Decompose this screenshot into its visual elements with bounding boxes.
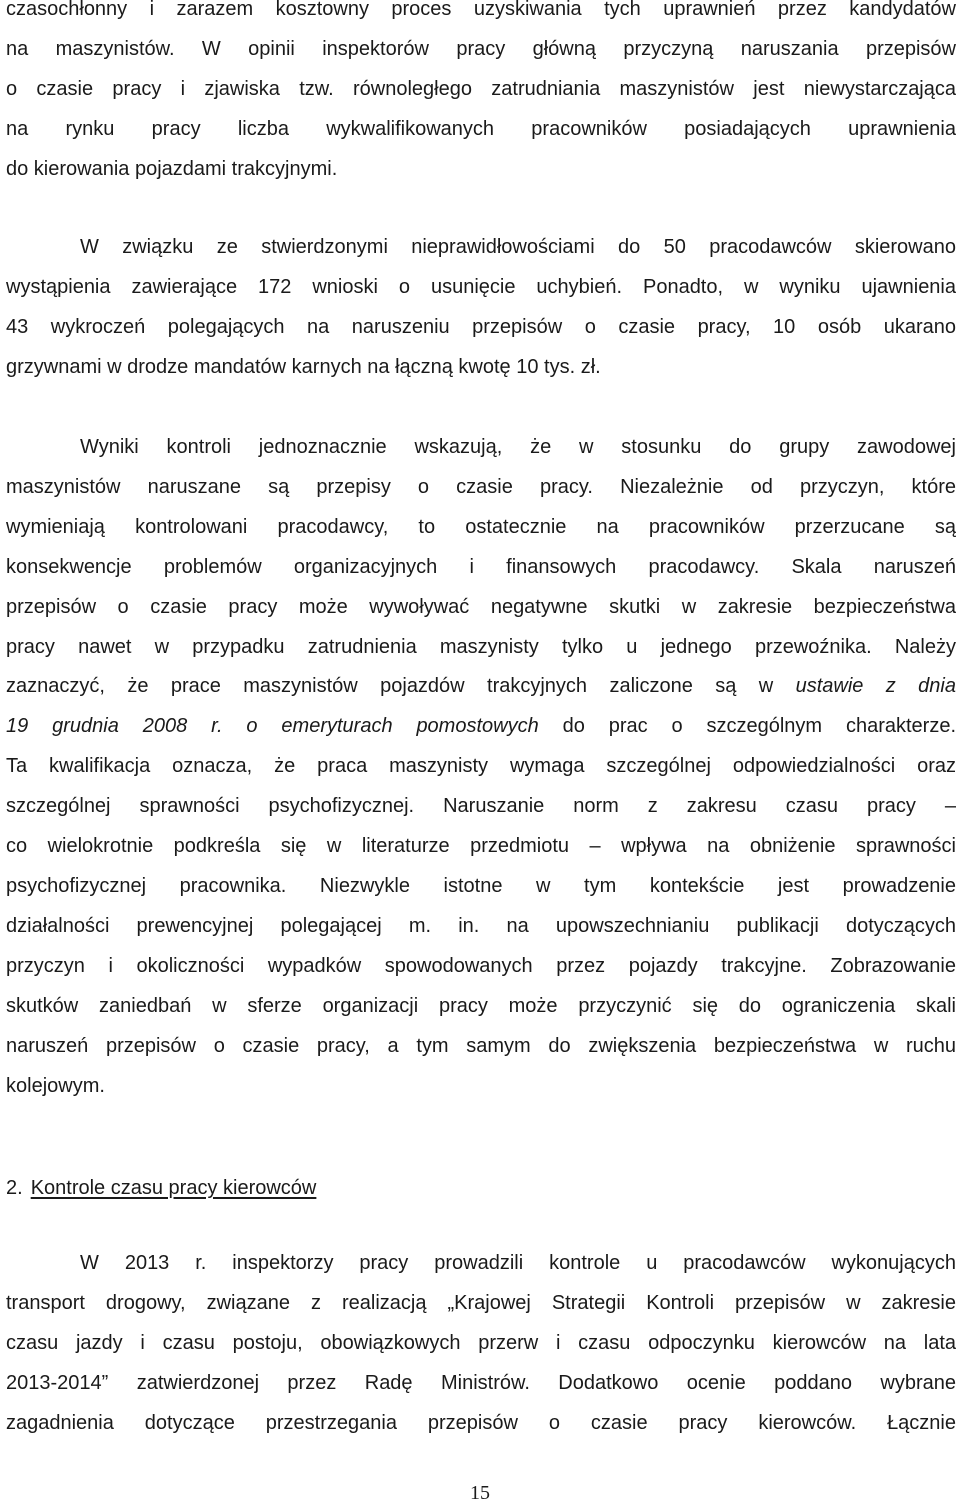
text-line: działalności prewencyjnej polegającej m. in. na upowszechnianiu publikacji dotyczących	[6, 914, 956, 937]
text-line: Ta kwalifikacja oznacza, że praca maszynisty wymaga szczególnej odpowiedzialności oraz	[6, 755, 956, 778]
text-line: szczególnej sprawności psychofizycznej. Naruszanie norm z zakresu czasu pracy –	[6, 795, 956, 818]
text-line: W 2013 r. inspektorzy pracy prowadzili kontrole u pracodawców wykonujących	[80, 1252, 956, 1274]
text-line: kolejowym.	[6, 1074, 105, 1097]
text-line: psychofizycznej pracownika. Niezwykle istotne w tym kontekście jest prowadzenie	[6, 874, 956, 897]
text-line: o czasie pracy i zjawiska tzw. równoległego zatrudniania maszynistów jest niewystarczająca	[6, 77, 956, 100]
text-line: skutków zaniedbań w sferze organizacji pracy może przyczynić się do ograniczenia skali	[6, 994, 956, 1017]
text-line: przyczyn i okoliczności wypadków spowodowanych przez pojazdy trakcyjne. Zobrazowanie	[6, 954, 956, 977]
paragraph-4	[6, 1244, 956, 1444]
text-line: maszynistów naruszane są przepisy o czasie pracy. Niezależnie od przyczyn, które	[6, 475, 956, 498]
text-line: pracy nawet w przypadku zatrudnienia maszynisty tylko u jednego przewoźnika. Należy	[6, 635, 956, 658]
text-line: 2013-2014” zatwierdzonej przez Radę Ministrów. Dodatkowo ocenie poddano wybrane	[6, 1371, 956, 1394]
section-number: 2.	[6, 1177, 23, 1199]
italic-citation: ustawie z dnia	[795, 675, 956, 698]
text-line: naruszeń przepisów o czasie pracy, a tym samym do zwiększenia bezpieczeństwa w ruchu	[6, 1034, 956, 1057]
section-heading	[6, 1168, 316, 1208]
text-line: grzywnami w drodze mandatów karnych na łączną kwotę 10 tys. zł.	[6, 355, 601, 378]
paragraph-1	[6, 0, 956, 190]
text-line: przepisów o czasie pracy może wywoływać negatywne skutki w zakresie bezpieczeństwa	[6, 595, 956, 618]
text-line: 43 wykroczeń polegających na naruszeniu przepisów o czasie pracy, 10 osób ukarano	[6, 315, 956, 338]
section-title: Kontrole czasu pracy kierowców	[30, 1177, 317, 1199]
text-line: do kierowania pojazdami trakcyjnymi.	[6, 157, 338, 180]
text-line: zagadnienia dotyczące przestrzegania przepisów o czasie pracy kierowców. Łącznie	[6, 1411, 956, 1434]
italic-citation: 19 grudnia 2008 r. o emeryturach pomostowych	[6, 715, 539, 738]
text-line: wymieniają kontrolowani pracodawcy, to ostatecznie na pracowników przerzucane są	[6, 515, 956, 538]
text-line-with-italic: zaznaczyć, że prace maszynistów pojazdów trakcyjnych zaliczone są w ustawie z dnia	[6, 675, 956, 698]
text-line-with-italic: 19 grudnia 2008 r. o emeryturach pomostowych do prac o szczególnym charakterze.	[6, 715, 956, 738]
paragraph-2	[6, 228, 956, 388]
page-number: 15	[470, 1482, 490, 1504]
text-line: Wyniki kontroli jednoznacznie wskazują, że w stosunku do grupy zawodowej	[80, 436, 956, 458]
text-line: W związku ze stwierdzonymi nieprawidłowościami do 50 pracodawców skierowano	[80, 236, 956, 258]
text-line: wystąpienia zawierające 172 wnioski o usunięcie uchybień. Ponadto, w wyniku ujawnienia	[6, 275, 956, 298]
text-line: co wielokrotnie podkreśla się w literaturze przedmiotu – wpływa na obniżenie sprawności	[6, 835, 956, 858]
text-line: na maszynistów. W opinii inspektorów pracy główną przyczyną naruszania przepisów	[6, 37, 956, 60]
text-line: transport drogowy, związane z realizacją „Krajowej Strategii Kontroli przepisów w zakresie	[6, 1291, 956, 1314]
text-line: czasochłonny i zarazem kosztowny proces uzyskiwania tych uprawnień przez kandydatów	[6, 0, 956, 20]
text-line: konsekwencje problemów organizacyjnych i finansowych pracodawcy. Skala naruszeń	[6, 555, 956, 578]
paragraph-3	[6, 428, 956, 1106]
text-line: czasu jazdy i czasu postoju, obowiązkowych przerw i czasu odpoczynku kierowców na lata	[6, 1331, 956, 1354]
text-line: na rynku pracy liczba wykwalifikowanych pracowników posiadających uprawnienia	[6, 117, 956, 140]
